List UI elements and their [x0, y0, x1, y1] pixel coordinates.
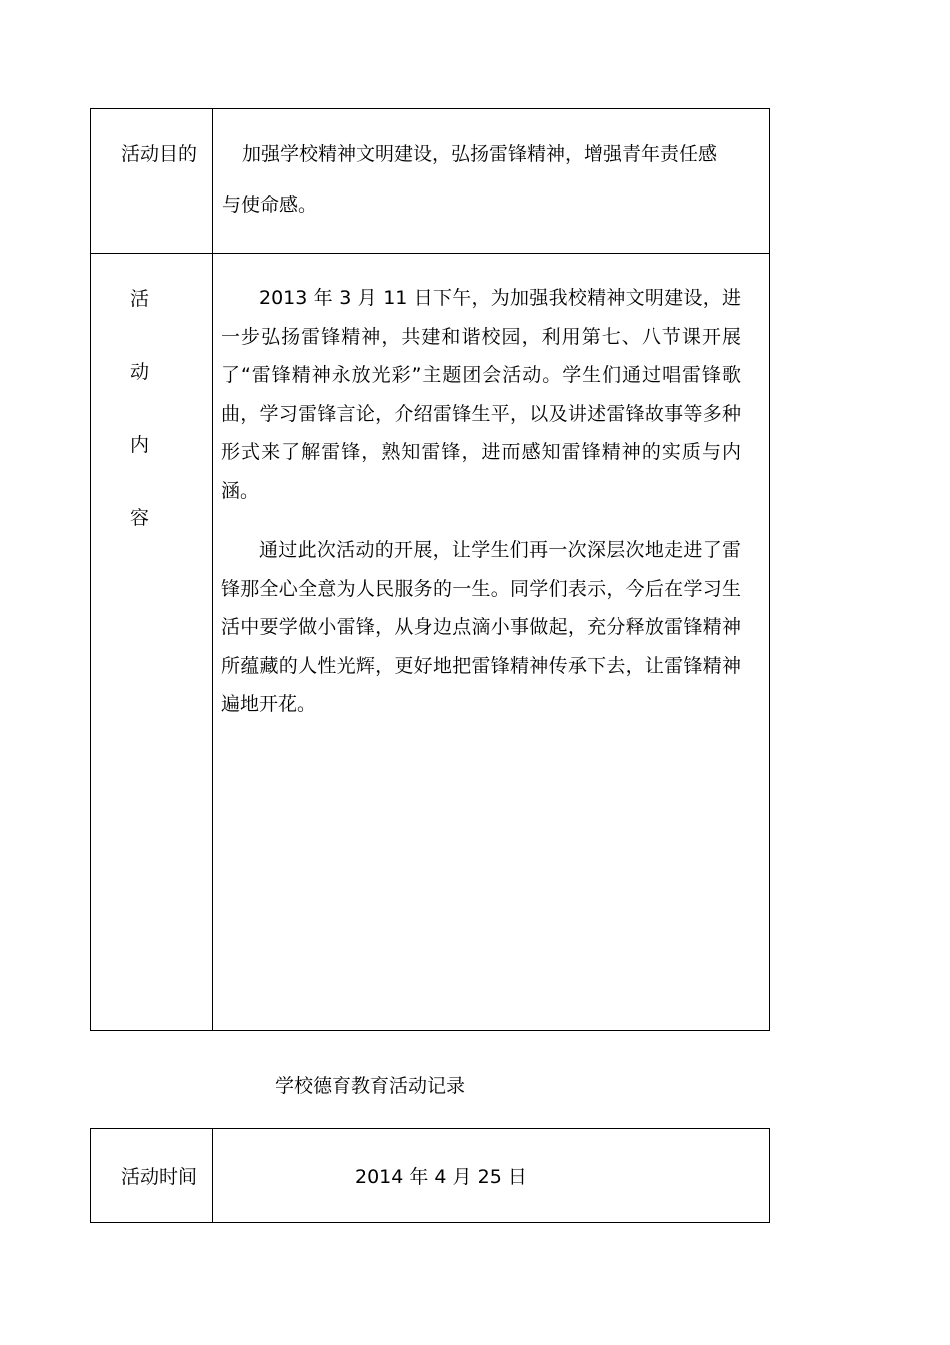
- column-divider: [212, 109, 213, 1030]
- section-title: 学校德育教育活动记录: [275, 1075, 466, 1097]
- time-label: 活动时间: [121, 1166, 198, 1188]
- row-divider: [91, 253, 769, 254]
- content-paragraph-1: 2013 年 3 月 11 日下午，为加强我校精神文明建设，进一步弘扬雷锋精神，共建和谐校园，利用第七、八节课开展了“雷锋精神永放光彩”主题团会活动。学生们通过唱雷锋歌曲，学习雷锋言论，介绍雷锋生平，以及讲述雷锋故事等多种形式来了解雷锋，熟知雷锋，进而感知雷锋精神的实质与内涵。: [221, 287, 741, 502]
- content-label-char-1: 活: [130, 288, 150, 310]
- column-divider: [212, 1129, 213, 1222]
- content-label-char-3: 内: [130, 434, 150, 456]
- purpose-line-1: 加强学校精神文明建设，弘扬雷锋精神，增强青年责任感: [242, 143, 718, 165]
- content-label-char-4: 容: [130, 507, 150, 529]
- time-value: 2014 年 4 月 25 日: [355, 1166, 527, 1188]
- content-paragraph-2: 通过此次活动的开展，让学生们再一次深层次地走进了雷锋那全心全意为人民服务的一生。同学们表示，今后在学习生活中要学做小雷锋，从身边点滴小事做起，充分释放雷锋精神所蕴藏的人性光辉，更好地把雷锋精神传承下去，让雷锋精神遍地开花。: [221, 539, 741, 715]
- content-label-char-2: 动: [130, 361, 150, 383]
- purpose-line-2: 与使命感。: [222, 194, 318, 216]
- purpose-label: 活动目的: [121, 143, 198, 165]
